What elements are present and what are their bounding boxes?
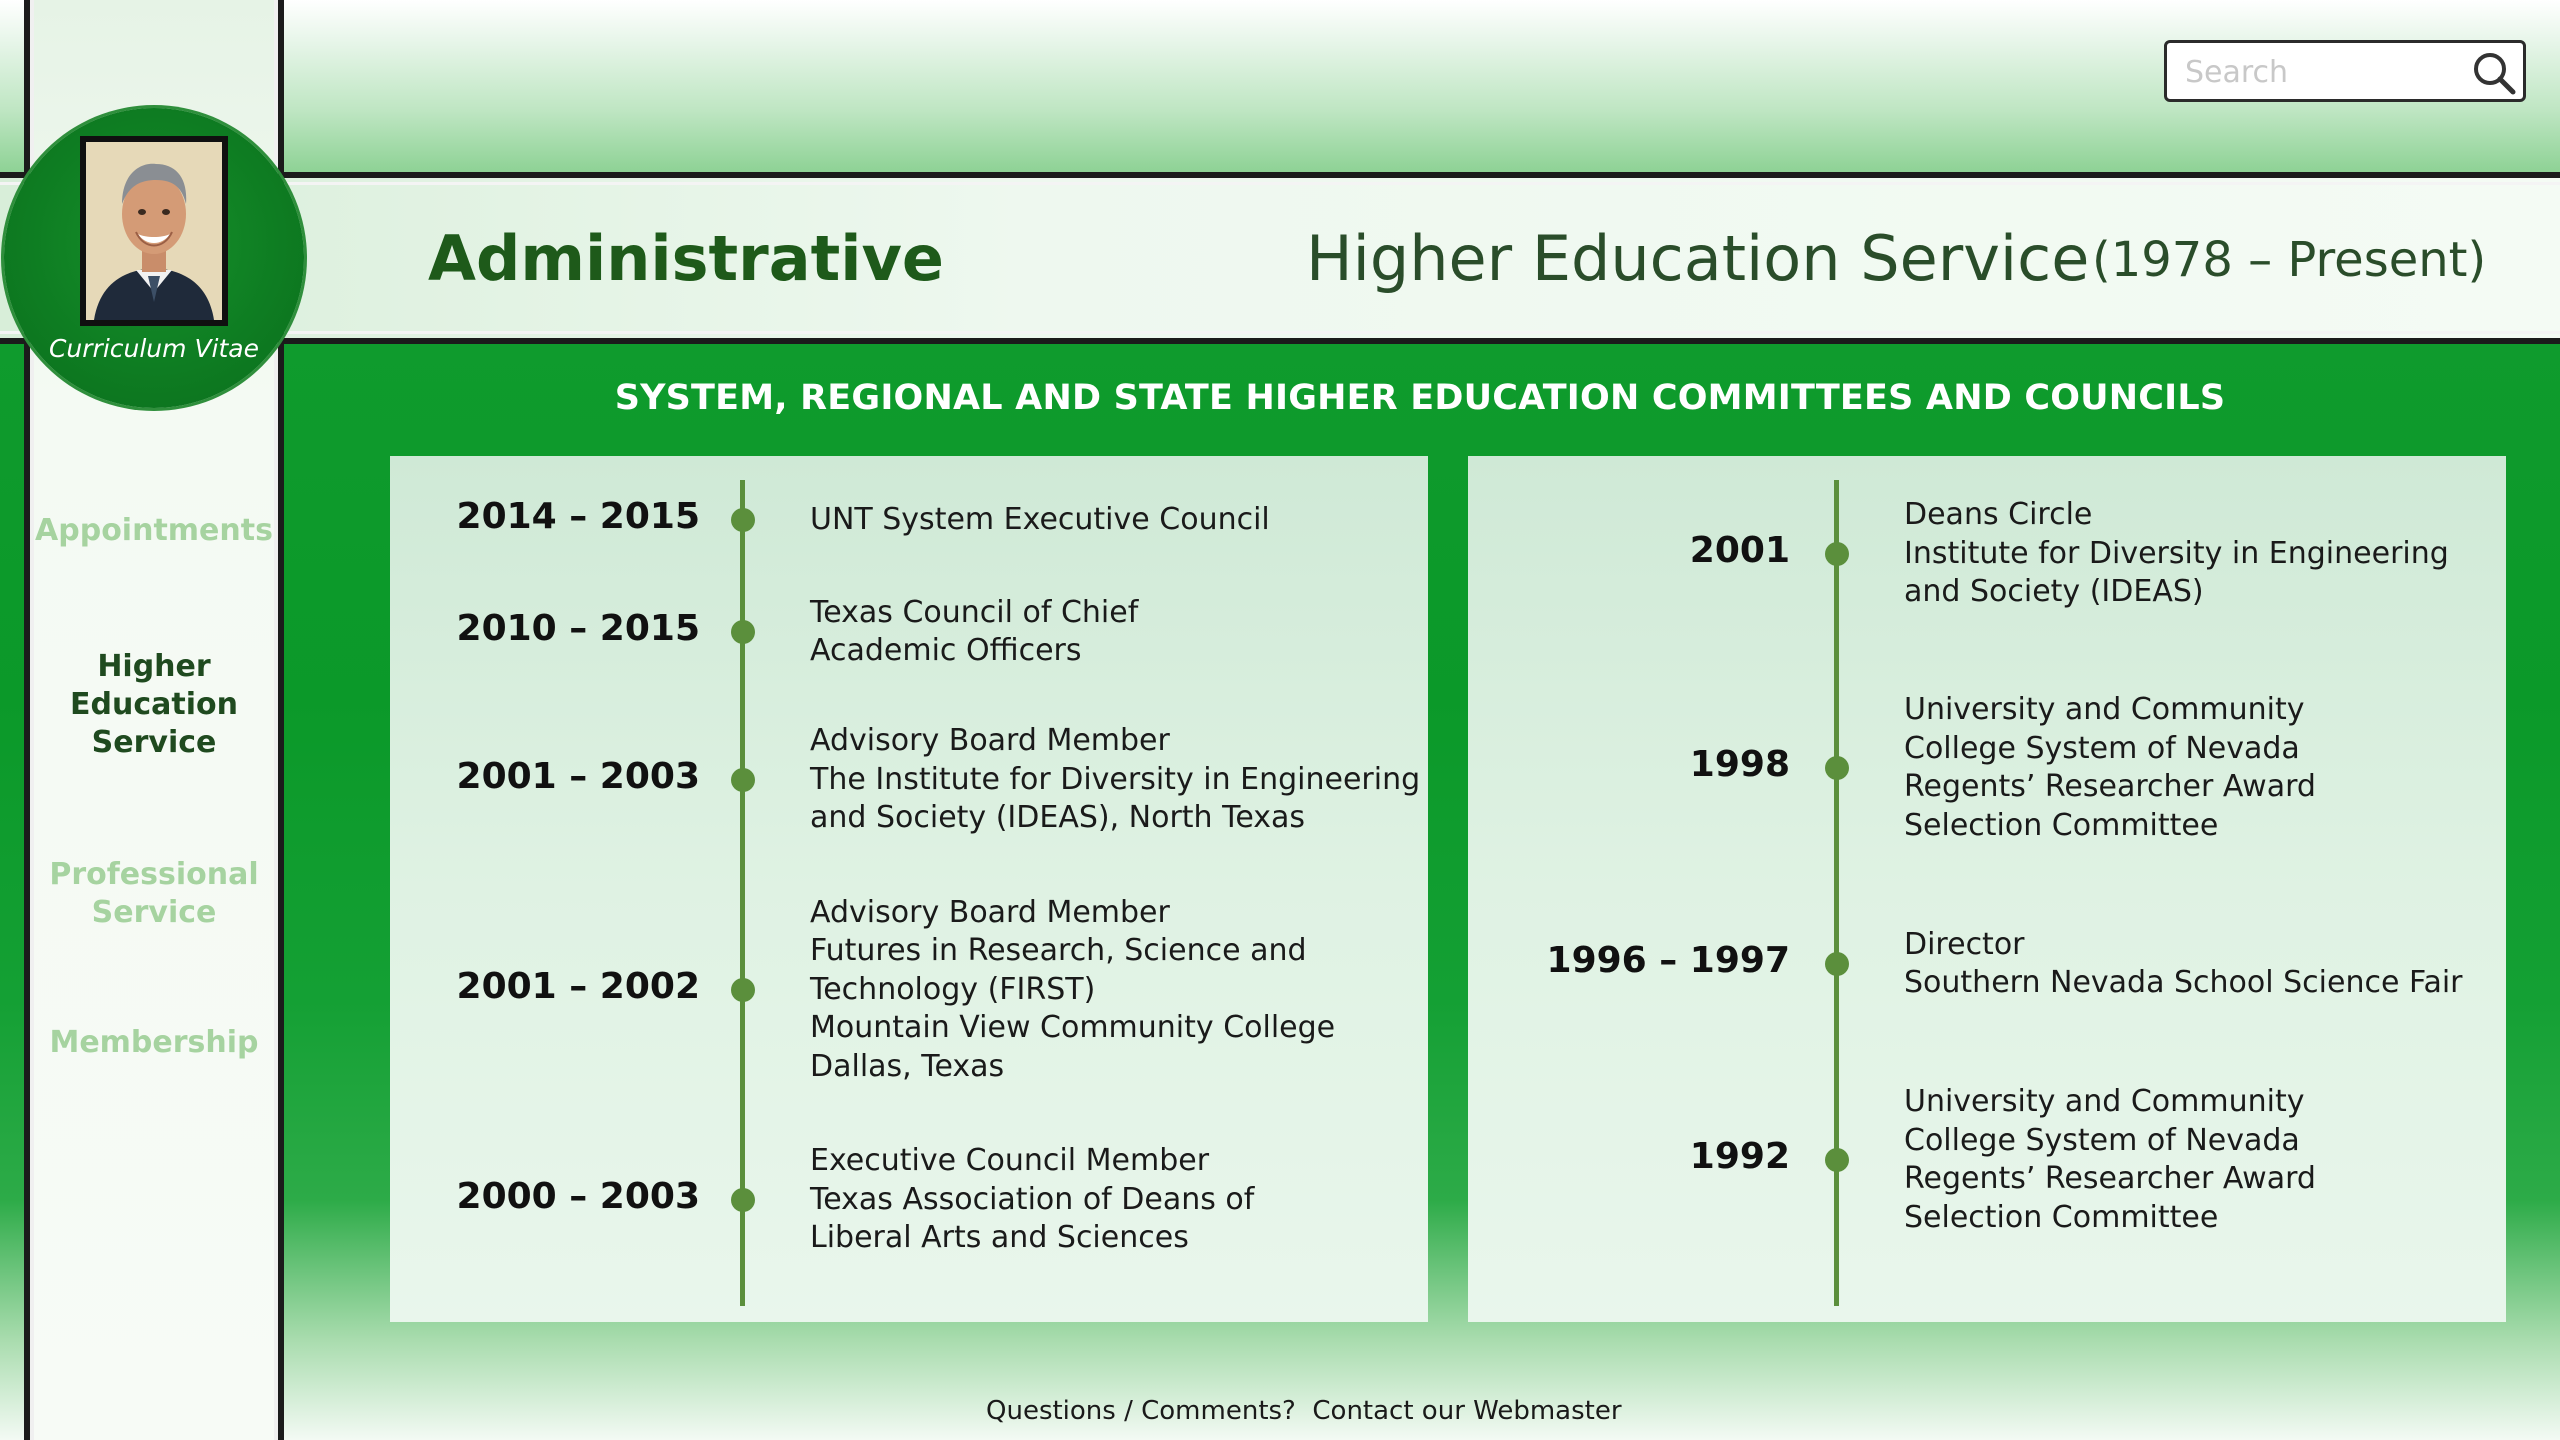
entry-description-line: Advisory Board Member [810, 723, 1170, 759]
avatar [80, 136, 228, 326]
nav-professional-service[interactable] [24, 856, 284, 932]
search-box[interactable] [2164, 40, 2526, 102]
entry-description-line: Texas Council of Chief [810, 594, 1139, 630]
nav-label-line: Service [91, 895, 217, 930]
badge-caption: Curriculum Vitae [48, 334, 260, 363]
search-icon[interactable] [2469, 49, 2519, 97]
entry-year: 2001 [1689, 530, 1790, 571]
entry-description [810, 1142, 1254, 1258]
nav-higher-education-service[interactable] [24, 648, 284, 762]
timeline-dot [1825, 1148, 1849, 1172]
page-years: (1978 – Present) [2092, 232, 2487, 288]
entry-description-line: Futures in Research, Science and [810, 933, 1307, 969]
entry-description-line: College System of Nevada [1904, 1122, 2300, 1158]
entry-year: 2001 – 2003 [456, 756, 700, 797]
entry-year: 2000 – 2003 [456, 1176, 700, 1217]
search-input[interactable] [2185, 51, 2465, 93]
entry-description-line: College System of Nevada [1904, 730, 2300, 766]
nav-membership[interactable] [24, 1024, 284, 1062]
timeline-line [1834, 480, 1839, 1306]
entry-description-line: University and Community [1904, 692, 2305, 727]
entry-description [1904, 1083, 2316, 1237]
entry-description-line: The Institute for Diversity in Engineering [810, 761, 1421, 797]
section-heading: SYSTEM, REGIONAL AND STATE HIGHER EDUCATION COMMITTEES AND COUNCILS [614, 378, 2226, 418]
timeline-dot [1825, 952, 1849, 976]
entry-year: 2010 – 2015 [456, 608, 700, 649]
entry-description [1904, 496, 2449, 612]
timeline-dot [731, 508, 755, 532]
entry-description [810, 722, 1420, 838]
entry-description-line: Regents’ Researcher Award [1904, 769, 2316, 804]
portrait-image [86, 142, 222, 320]
nav-appointments[interactable] [24, 512, 284, 550]
timeline-dot [731, 978, 755, 1002]
entry-year: 1998 [1689, 744, 1790, 785]
entry-year: 1996 – 1997 [1546, 940, 1790, 981]
entry-description-line: Executive Council Member [810, 1143, 1210, 1179]
entry-year: 1992 [1689, 1136, 1790, 1177]
entry-description-line: Regents’ Researcher Award [1904, 1161, 2316, 1196]
entry-description-line: Director [1904, 926, 2025, 962]
entry-description-line: UNT System Executive Council [810, 501, 1270, 537]
entry-description-line: University and Community [1904, 1084, 2305, 1119]
timeline-panel-left [390, 456, 1428, 1322]
timeline-dot [731, 620, 755, 644]
entry-description-line: and Society (IDEAS) [1904, 574, 2204, 610]
timeline-dot [731, 768, 755, 792]
entry-description-line: Deans Circle [1904, 497, 2093, 533]
entry-description-line: Dallas, Texas [810, 1048, 1005, 1084]
timeline-dot [1825, 542, 1849, 566]
entry-description-line: Advisory Board Member [810, 894, 1170, 930]
entry-description [810, 594, 1138, 671]
entry-description [810, 894, 1335, 1087]
nav-label-line: Higher [97, 649, 211, 684]
entry-description-line: Selection Committee [1904, 807, 2219, 843]
entry-description-line: Selection Committee [1904, 1199, 2219, 1235]
entry-description-line: Mountain View Community College [810, 1010, 1336, 1046]
timeline-panel-right [1468, 456, 2506, 1322]
entry-description-line: Academic Officers [810, 633, 1082, 668]
entry-description [1904, 691, 2316, 845]
nav-appointments-label: Appointments [35, 513, 273, 548]
footer-prefix: Questions / Comments? [986, 1396, 1296, 1426]
nav-label-line: Service [91, 725, 217, 760]
entry-description-line: Institute for Diversity in Engineering [1904, 535, 2449, 571]
nav-label-line: Education [70, 687, 238, 722]
entry-description-line: Liberal Arts and Sciences [810, 1220, 1189, 1256]
entry-description-line: Southern Nevada School Science Fair [1904, 965, 2463, 1000]
entry-description [1904, 926, 2463, 1003]
entry-description-line: and Society (IDEAS), North Texas [810, 800, 1306, 836]
timeline-dot [1825, 756, 1849, 780]
contact-webmaster-link[interactable]: Contact our Webmaster [1312, 1396, 1622, 1426]
page-title: Administrative [428, 222, 944, 295]
entry-description-line: Technology (FIRST) [810, 971, 1096, 1007]
entry-year: 2001 – 2002 [456, 966, 700, 1007]
timeline-line [740, 480, 745, 1306]
page-subtitle: Higher Education Service [1306, 222, 2090, 295]
nav-label-line: Professional [49, 857, 259, 892]
timeline-dot [731, 1188, 755, 1212]
entry-year: 2014 – 2015 [456, 496, 700, 537]
entry-description-line: Texas Association of Deans of [810, 1181, 1255, 1217]
nav-membership-label: Membership [49, 1025, 259, 1060]
entry-description [810, 501, 1270, 540]
